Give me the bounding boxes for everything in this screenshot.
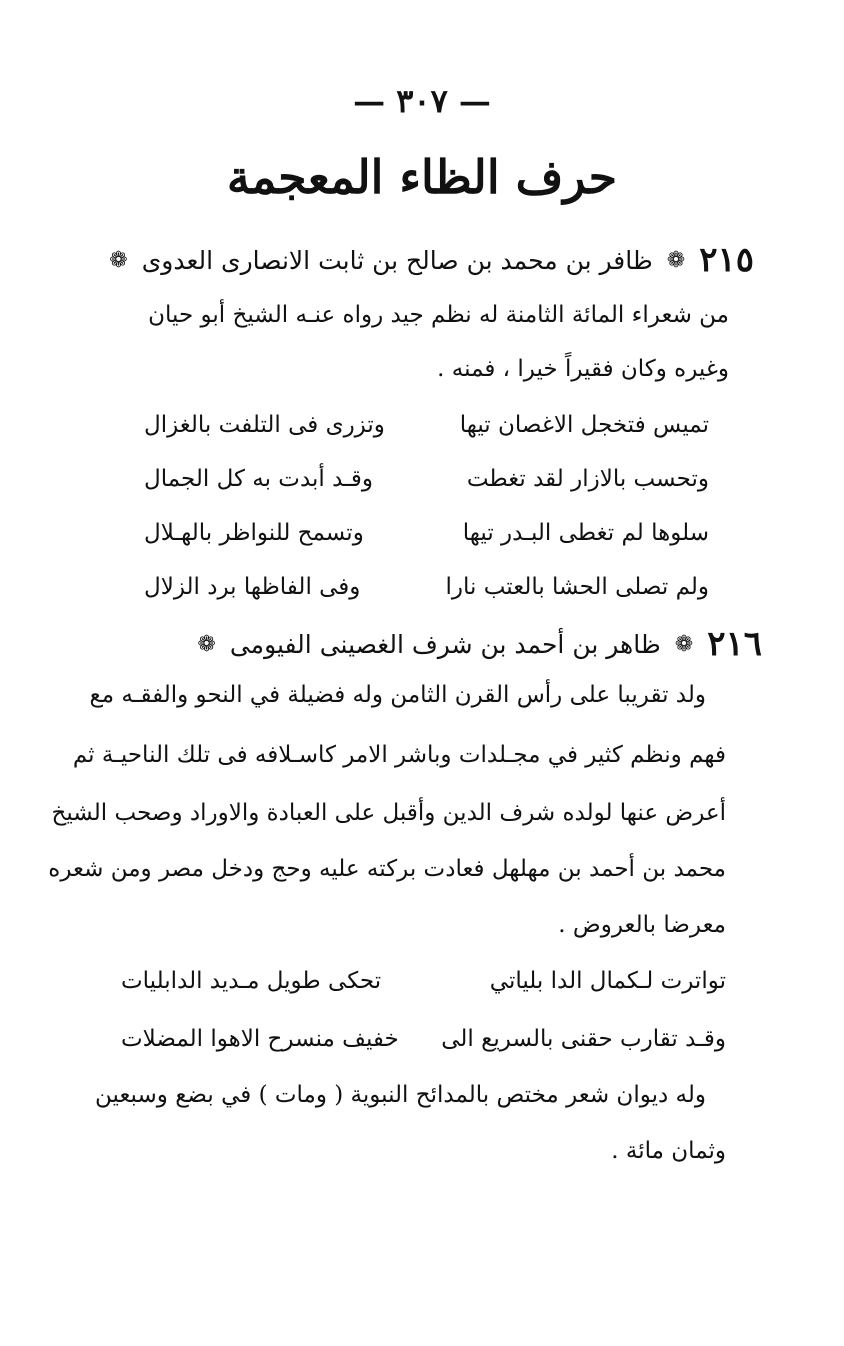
chapter-title: حرف الظاء المعجمة <box>226 150 618 204</box>
verse-line <box>121 1026 726 1052</box>
closing-line: وثمان مائة . <box>611 1138 726 1164</box>
bio-line: ولد تقريبا على رأس القرن الثامن وله فضيلة في النحو والفقـه مع <box>89 682 706 708</box>
verse-hemistich-right: وقـد تقارب حقنى بالسريع الى <box>441 1026 726 1052</box>
entry-number: ٢١٦ <box>707 624 762 664</box>
bio-line: من شعراء المائة الثامنة له نظم جيد رواه عنـه الشيخ أبو حيان <box>148 302 729 328</box>
ornament-icon: ❁ <box>674 631 694 657</box>
closing-line: وله ديوان شعر مختص بالمدائح النبوية ( ومات ) في بضع وسبعين <box>95 1082 706 1108</box>
verse-line <box>144 520 709 546</box>
bio-line: فهم ونظم كثير في مجـلدات وباشر الامر كاسـلافه فى تلك الناحيـة ثم <box>72 742 726 768</box>
verse-hemistich-left: وتزرى فى التلفت بالغزال <box>144 412 385 438</box>
verse-line <box>144 412 709 438</box>
verse-hemistich-left: وفى الفاظها برد الزلال <box>144 574 361 600</box>
page-number: — ٣٠٧ — <box>353 82 491 120</box>
verse-hemistich-left: خفيف منسرح الاهوا المضلات <box>121 1026 399 1052</box>
verse-hemistich-left: وقـد أبدت به كل الجمال <box>144 466 374 492</box>
bio-line: محمد بن أحمد بن مهلهل فعادت بركته عليه وحج ودخل مصر ومن شعره <box>48 856 726 882</box>
bio-line: وغيره وكان فقيراً خيرا ، فمنه . <box>437 356 729 382</box>
entry-heading <box>109 240 754 280</box>
verse-hemistich-right: تواترت لـكمال الدا بلياتي <box>489 968 726 994</box>
verse-line <box>121 968 726 994</box>
entry-name: ظافر بن محمد بن صالح بن ثابت الانصارى العدوى <box>141 245 653 275</box>
entry-heading <box>197 624 762 664</box>
verse-hemistich-right: سلوها لم تغطى البـدر تيها <box>462 520 709 546</box>
entry-number: ٢١٥ <box>699 240 754 280</box>
verse-hemistich-left: تحكى طويل مـديد الدابليات <box>121 968 382 994</box>
verse-hemistich-right: تميس فتخجل الاغصان تيها <box>459 412 709 438</box>
ornament-icon: ❁ <box>666 247 686 273</box>
bio-line: معرضا بالعروض . <box>558 912 726 938</box>
entry-name: ظاهر بن أحمد بن شرف الغصينى الفيومى <box>229 629 661 659</box>
verse-line <box>144 466 709 492</box>
verse-hemistich-right: وتحسب بالازار لقد تغطت <box>466 466 709 492</box>
ornament-icon: ❁ <box>109 247 128 273</box>
verse-hemistich-right: ولم تصلى الحشا بالعتب نارا <box>445 574 709 600</box>
ornament-icon: ❁ <box>197 631 216 657</box>
verse-hemistich-left: وتسمح للنواظر بالهـلال <box>144 520 364 546</box>
bio-line: أعرض عنها لولده شرف الدين وأقبل على العبادة والاوراد وصحب الشيخ <box>51 800 726 826</box>
verse-line <box>144 574 709 600</box>
